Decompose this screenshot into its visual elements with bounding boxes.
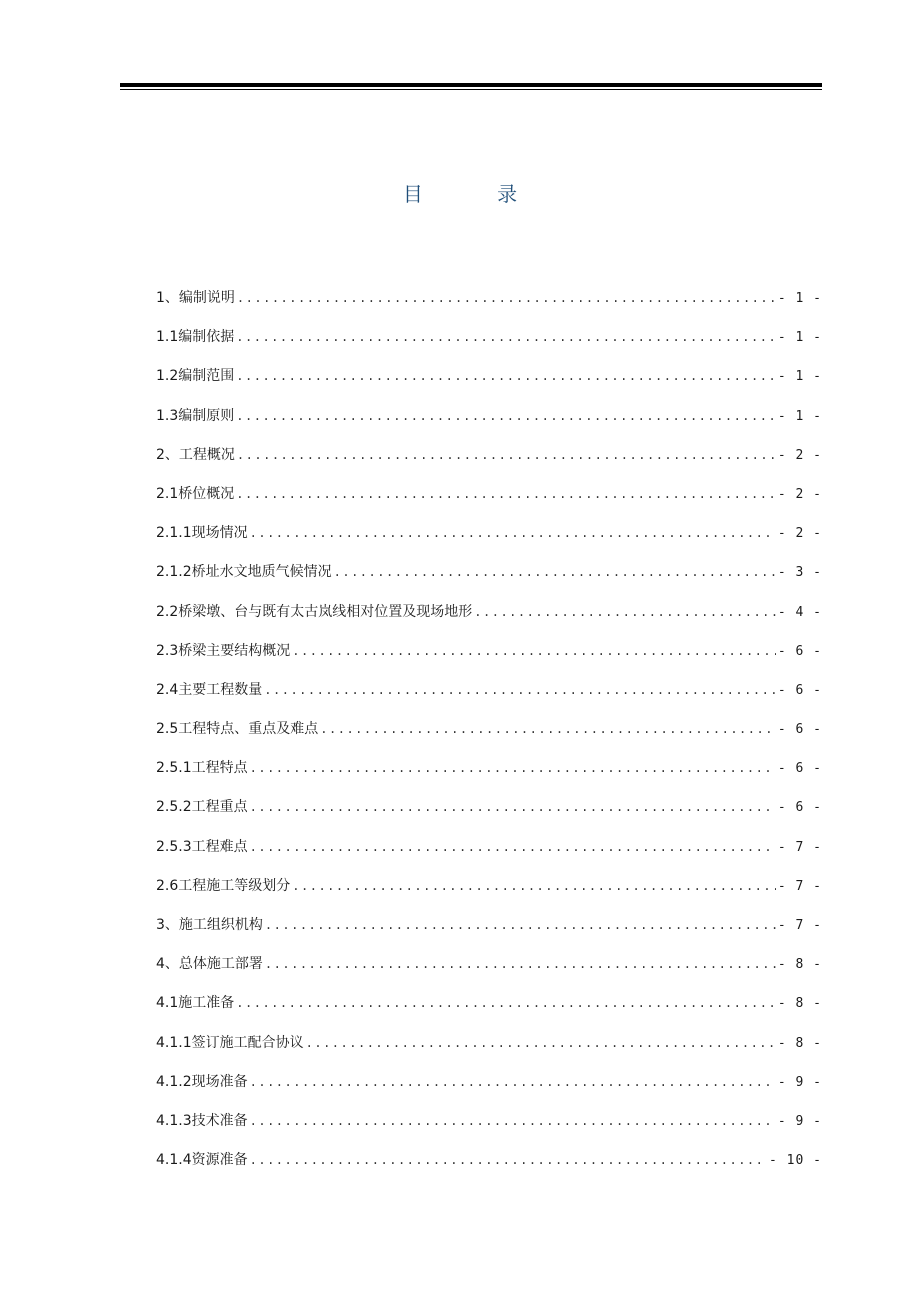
toc-list bbox=[156, 286, 822, 1187]
toc-entry-label: 1.2编制范围 bbox=[156, 368, 235, 385]
toc-entry[interactable] bbox=[156, 600, 822, 639]
toc-entry-page: - 6 - bbox=[777, 722, 822, 738]
toc-leader-dots bbox=[250, 1109, 776, 1133]
toc-entry-page: - 6 - bbox=[777, 800, 822, 816]
toc-entry-page: - 7 - bbox=[777, 918, 822, 933]
toc-entry-label: 1.1编制依据 bbox=[156, 329, 235, 346]
toc-entry-page: - 7 - bbox=[777, 878, 822, 894]
toc-entry-label: 2.1.1现场情况 bbox=[156, 525, 248, 542]
toc-entry-page: - 8 - bbox=[777, 957, 822, 973]
toc-leader-dots bbox=[264, 678, 776, 702]
toc-entry[interactable] bbox=[156, 717, 822, 756]
header-rule-thin bbox=[120, 89, 822, 90]
toc-entry-label: 2.3桥梁主要结构概况 bbox=[156, 642, 291, 659]
toc-entry-label: 2、工程概况 bbox=[156, 446, 235, 463]
toc-entry[interactable] bbox=[156, 1070, 822, 1109]
toc-entry[interactable] bbox=[156, 756, 822, 795]
toc-entry[interactable] bbox=[156, 1148, 822, 1187]
toc-entry-page: - 9 - bbox=[777, 1113, 822, 1129]
toc-leader-dots bbox=[250, 521, 776, 545]
toc-entry-page: - 9 - bbox=[777, 1074, 822, 1090]
toc-leader-dots bbox=[237, 443, 776, 467]
toc-leader-dots bbox=[236, 364, 776, 388]
toc-entry-page: - 1 - bbox=[777, 291, 822, 306]
toc-entry-label: 2.1桥位概况 bbox=[156, 485, 235, 502]
toc-entry-label: 4.1.4资源准备 bbox=[156, 1152, 248, 1169]
toc-entry[interactable] bbox=[156, 952, 822, 991]
toc-leader-dots bbox=[265, 952, 776, 976]
toc-entry-page: - 1 - bbox=[777, 330, 822, 346]
toc-leader-dots bbox=[306, 1031, 776, 1055]
toc-entry-page: - 6 - bbox=[777, 761, 822, 777]
toc-leader-dots bbox=[250, 756, 776, 780]
toc-entry-page: - 1 - bbox=[777, 369, 822, 385]
toc-leader-dots bbox=[474, 600, 776, 624]
toc-entry-page: - 4 - bbox=[777, 604, 822, 620]
toc-entry[interactable] bbox=[156, 639, 822, 678]
toc-leader-dots bbox=[250, 1070, 776, 1094]
toc-entry-label: 2.5.1工程特点 bbox=[156, 760, 248, 777]
toc-entry-page: - 8 - bbox=[777, 996, 822, 1012]
toc-entry-label: 2.5.3工程难点 bbox=[156, 838, 248, 855]
toc-entry-page: - 2 - bbox=[777, 447, 822, 463]
toc-entry[interactable] bbox=[156, 795, 822, 834]
toc-leader-dots bbox=[292, 639, 776, 663]
toc-leader-dots bbox=[236, 991, 776, 1015]
toc-entry[interactable] bbox=[156, 913, 822, 952]
toc-leader-dots bbox=[250, 795, 776, 819]
toc-leader-dots bbox=[250, 1148, 767, 1172]
toc-leader-dots bbox=[292, 874, 776, 898]
toc-entry-page: - 1 - bbox=[777, 408, 822, 424]
toc-entry[interactable] bbox=[156, 364, 822, 403]
toc-entry-label: 4.1.2现场准备 bbox=[156, 1073, 248, 1090]
toc-entry-page: - 2 - bbox=[777, 526, 822, 542]
toc-entry-page: - 3 - bbox=[777, 565, 822, 581]
toc-entry-label: 4.1.1签订施工配合协议 bbox=[156, 1034, 304, 1051]
toc-title: 目 录 bbox=[402, 182, 552, 206]
toc-entry-page: - 2 - bbox=[777, 486, 822, 502]
toc-entry-page: - 6 - bbox=[777, 643, 822, 659]
toc-entry[interactable] bbox=[156, 521, 822, 560]
toc-entry-label: 4.1施工准备 bbox=[156, 995, 235, 1012]
toc-entry[interactable] bbox=[156, 678, 822, 717]
toc-leader-dots bbox=[334, 560, 776, 584]
toc-entry-label: 4、总体施工部署 bbox=[156, 956, 263, 973]
toc-leader-dots bbox=[236, 325, 776, 349]
toc-entry-label: 2.6工程施工等级划分 bbox=[156, 877, 291, 894]
toc-entry[interactable] bbox=[156, 835, 822, 874]
toc-entry[interactable] bbox=[156, 1031, 822, 1070]
toc-leader-dots bbox=[250, 835, 776, 859]
toc-entry[interactable] bbox=[156, 560, 822, 599]
toc-entry[interactable] bbox=[156, 482, 822, 521]
toc-entry-label: 2.1.2桥址水文地质气候情况 bbox=[156, 564, 332, 581]
toc-entry-label: 2.5.2工程重点 bbox=[156, 799, 248, 816]
toc-entry-page: - 10 - bbox=[769, 1153, 822, 1169]
header-rule-thick bbox=[120, 83, 822, 87]
toc-entry-page: - 8 - bbox=[777, 1035, 822, 1051]
toc-leader-dots bbox=[236, 482, 776, 506]
toc-entry[interactable] bbox=[156, 1109, 822, 1148]
toc-entry-page: - 6 - bbox=[777, 682, 822, 698]
toc-entry-label: 1、编制说明 bbox=[156, 290, 235, 306]
toc-entry-label: 1.3编制原则 bbox=[156, 407, 235, 424]
toc-entry-label: 2.2桥梁墩、台与既有太古岚线相对位置及现场地形 bbox=[156, 603, 473, 620]
toc-entry-label: 2.4主要工程数量 bbox=[156, 681, 263, 698]
toc-leader-dots bbox=[320, 717, 776, 741]
toc-entry-label: 2.5工程特点、重点及难点 bbox=[156, 721, 319, 738]
toc-entry[interactable] bbox=[156, 991, 822, 1030]
toc-entry-page: - 7 - bbox=[777, 839, 822, 855]
toc-entry[interactable] bbox=[156, 443, 822, 482]
toc-leader-dots bbox=[265, 913, 776, 937]
toc-entry[interactable] bbox=[156, 286, 822, 325]
toc-entry-label: 3、施工组织机构 bbox=[156, 917, 263, 933]
toc-entry[interactable] bbox=[156, 404, 822, 443]
toc-entry[interactable] bbox=[156, 325, 822, 364]
toc-entry[interactable] bbox=[156, 874, 822, 913]
toc-entry-label: 4.1.3技术准备 bbox=[156, 1112, 248, 1129]
toc-leader-dots bbox=[237, 286, 776, 310]
toc-leader-dots bbox=[236, 404, 776, 428]
